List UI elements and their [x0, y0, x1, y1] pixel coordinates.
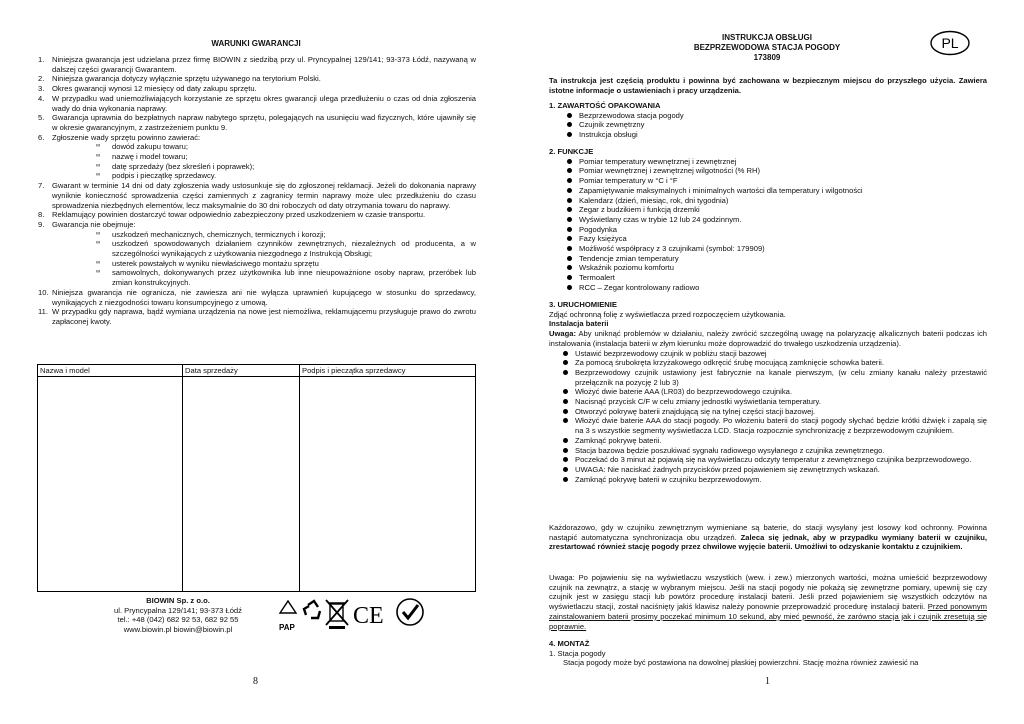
list-item: UWAGA: Nie naciskać żadnych przycisków przed pojawieniem się zewnętrznych wskazań.	[563, 465, 987, 475]
company-web: www.biowin.pl biowin@biowin.pl	[123, 625, 233, 635]
term-item: 6. Zgłoszenie wady sprzętu powinno zawierać: ∞ dowód zakupu towaru; ∞ nazwę i model towaru; ∞ datę sprzedaży (bez skreśleń i poprawek); ∞ podpis i pieczątkę sprzedawcy.	[38, 133, 476, 182]
mounting-subtitle: 1. Stacja pogody	[549, 648, 606, 658]
sub-item: ∞ podpis i pieczątkę sprzedawcy.	[96, 171, 476, 181]
ce-mark-icon: CE	[353, 603, 384, 629]
sub-item: ∞ nazwę i model towaru;	[96, 152, 476, 162]
term-item: 7. Gwarant w terminie 14 dni od daty zgłoszenia wady ustosunkuje się do zgłoszonej reklamacji. Jeżeli do dokonania naprawy wyniknie konieczność sprowadzenia części zamiennych z zagranicy termin naprawy może ulec przedłużeniu do czasu sprowadzenia niezbędnych elementów, lecz maksymalnie do 30 dni roboczych od daty otrzymania towaru do naprawy.	[38, 181, 476, 210]
term-item: 5. Gwarancja uprawnia do bezpłatnych napraw nabytego sprzętu, polegających na usunięciu wad fizycznych, które ujawniły się w okresie gwarancyjnym, z zastrzeżeniem punktu 9.	[38, 113, 476, 132]
term-item: 8. Reklamujący powinien dostarczyć towar odpowiednio zabezpieczony przed uszkodzeniem w czasie transportu.	[38, 210, 426, 220]
term-item: 4. W przypadku wad uniemożliwiających korzystanie ze sprzętu okres gwarancji ulega przedłużeniu o czas od dnia zgłoszenia wady do dnia wykonania naprawy.	[38, 93, 476, 113]
list-item: Możliwość współpracy z 3 czujnikami (symbol: 179909)	[567, 244, 987, 254]
term-item: 2. Niniejsza gwarancja dotyczy wyłącznie sprzętu używanego na terytorium Polski.	[38, 74, 321, 84]
sub-item: ∞ uszkodzeń mechanicznych, chemicznych, termicznych i korozji;	[96, 230, 476, 240]
pl-country-badge	[929, 30, 971, 56]
list-item: Pomiar wewnętrznej i zewnętrznej wilgotności (% RH)	[567, 166, 987, 176]
mounting-text: Stacja pogody może być postawiona na dowolnej płaskiej powierzchni. Stację można również zawiesić na	[563, 658, 919, 668]
section-startup	[549, 300, 987, 484]
list-item: Instrukcja obsługi	[567, 130, 987, 140]
list-item: Pomiar temperatury w °C i °F	[567, 176, 987, 186]
section-contents	[549, 101, 987, 140]
company-address: ul. Pryncypalna 129/141; 93-373 Łódź	[114, 605, 242, 615]
section-mounting	[549, 639, 987, 668]
company-name: BIOWIN Sp. z o.o.	[146, 596, 210, 605]
warranty-title: WARUNKI GWARANCJI	[211, 39, 301, 48]
list-item: Stacja bazowa będzie poszukiwać sygnału radiowego wysyłanego z czujnika zewnętrznego.	[563, 446, 987, 456]
list-item: RCC – Zegar kontrolowany radiowo	[567, 283, 987, 293]
list-item: Wyświetlany czas w trybie 12 lub 24 godzinnym.	[567, 215, 987, 225]
note-paragraph: Uwaga: Po pojawieniu się na wyświetlaczu wszystkich (wew. i zew.) mierzonych wartości, można umieścić bezprzewodowy czujnik na zewnątrz, a stację w wybranym miejscu. Jeśli na stacji pogody nie pokażą się zewnętrzne pomiary, upewnij się czy czujnik jest w zasięgu stacji lub powtórz procedurę instalacji baterii. Jeśli przed pojawieniem się wszystkich odczytów na wyświetlaczu stacji, został naciśnięty jakiś klawisz należy ponownie przeprowadzić procedurę instalacji baterii. Przed ponownym zainstalowaniem baterii prosimy poczekać minimum 10 sekund, aby mieć pewność, że zarówno stacja jak i czujnik zresetują się poprawnie.	[549, 573, 987, 631]
manual-title: INSTRUKCJA OBSŁUGI	[722, 33, 812, 42]
term-item: 11. W przypadku gdy naprawa, bądź wymiana urządzenia na nowe jest niemożliwa, reklamującemu przysługuje prawo do zwrotu zapłaconej kwoty.	[38, 307, 476, 326]
sub-item: ∞ samowolnych, dokonywanych przez użytkownika lub inne nieupoważnione osoby napraw, przeróbek lub zmian konstrukcyjnych.	[96, 268, 476, 287]
list-item: Pomiar temperatury wewnętrznej i zewnętrznej	[567, 157, 987, 167]
list-item: Ustawić bezprzewodowy czujnik w pobliżu stacji bazowej	[563, 349, 987, 359]
list-item: Wskaźnik poziomu komfortu	[567, 263, 987, 273]
contents-list	[549, 111, 987, 140]
section-title: 1. ZAWARTOŚĆ OPAKOWANIA	[549, 101, 661, 110]
product-name: BEZPRZEWODOWA STACJA POGODY	[693, 43, 841, 52]
term-item: 10. Niniejsza gwarancja nie ogranicza, nie zawiesza ani nie wyłącza uprawnień kupującego w stosunku do sprzedawcy, wynikających z niezgodności towaru konsumpcyjnego z umową.	[38, 287, 476, 307]
manual-header	[632, 33, 902, 63]
list-item: Zamknąć pokrywę baterii w czujniku bezprzewodowym.	[563, 475, 987, 485]
term-item: 3. Okres gwarancji wynosi 12 miesięcy od daty zakupu sprzętu.	[38, 84, 257, 94]
install-steps	[549, 349, 987, 485]
section-functions	[549, 147, 987, 293]
col-signature: Podpis i pieczątka sprzedawcy	[300, 365, 476, 377]
list-item: Tendencje zmian temperatury	[567, 254, 987, 264]
list-item: Zegar z budzikiem i funkcją drzemki	[567, 205, 987, 215]
sync-paragraph: Każdorazowo, gdy w czujniku zewnętrznym wymieniane są baterie, do stacji wysyłany jest losowy kod ochronny. Powinna nastąpić automatyczna synchronizacja obu urządzeń. Zaleca się jednak, aby w przypadku wymiany baterii w czujniku, zrestartować również stację pogody przez chwilowe wyjęcie baterii. Umożliwi to odzyskanie kontaktu z czujnikiem.	[549, 523, 987, 552]
list-item: Zapamiętywanie maksymalnych i minimalnych wartości dla temperatury i wilgotności	[567, 186, 987, 196]
list-item: Włożyć dwie baterie AAA (LR03) do bezprzewodowego czujnika.	[563, 387, 987, 397]
sub-item: ∞ uszkodzeń spowodowanych działaniem czynników zewnętrznych, niezależnych od producenta, a w szczególności wynikających z użytkowania niezgodnego z Instrukcją Obsługi;	[96, 239, 476, 258]
list-item: Poczekać do 3 minut aż pojawią się na wyświetlaczu odczyty temperatur z zewnętrznego czujnika bezprzewodowego.	[563, 455, 987, 465]
list-item: Za pomocą śrubokręta krzyżakowego odkręcić śrubę mocującą zamknięcie schowka baterii.	[563, 358, 987, 368]
list-item: Bezprzewodowy czujnik ustawiony jest fabrycznie na kanale pierwszym, (w celu zmiany kanału należy przestawić przełącznik na pozycję 2 lub 3)	[563, 368, 987, 387]
sub-item: ∞ usterek powstałych w wyniku niewłaściwego montażu sprzętu	[96, 259, 476, 269]
list-item: Fazy księżyca	[567, 234, 987, 244]
list-item: Kalendarz (dzień, miesiąc, rok, dni tygodnia)	[567, 196, 987, 206]
product-code: 173809	[753, 53, 781, 62]
list-item: Zamknąć pokrywę baterii.	[563, 436, 987, 446]
section-title: 2. FUNKCJE	[549, 147, 594, 156]
list-item: Termoalert	[567, 273, 987, 283]
list-item: Otworzyć pokrywę baterii znajdującą się na tylnej części stacji bazowej.	[563, 407, 987, 417]
section-title: 3. URUCHOMIENIE	[549, 300, 617, 309]
functions-list	[549, 157, 987, 293]
pap-label: PAP	[279, 623, 295, 632]
country-code: PL	[941, 35, 959, 51]
term-item: 9. Gwarancja nie obejmuje: ∞ uszkodzeń mechanicznych, chemicznych, termicznych i korozji; ∞ uszkodzeń spowodowanych działaniem czynników zewnętrznych, niezależnych od producenta, a w szczególności wynikających z użytkowania niezgodnego z Instrukcją Obsługi; ∞ usterek powstałych w wyniku niewłaściwego montażu sprzętu ∞ samowolnych, dokonywanych przez użytkownika lub inne nieupoważnione osoby napraw, przeróbek lub zmian konstrukcyjnych.	[38, 220, 476, 288]
sub-item: ∞ dowód zakupu towaru;	[96, 142, 476, 152]
section-title: 4. MONTAŻ	[549, 639, 590, 648]
col-model: Nazwa i model	[38, 365, 183, 377]
startup-intro: Zdjąć ochronną folię z wyświetlacza przed rozpoczęciem użytkowania.	[549, 309, 786, 319]
battery-subtitle: Instalacja baterii	[549, 319, 609, 329]
list-item: Czujnik zewnętrzny	[567, 120, 987, 130]
intro-text: Ta instrukcja jest częścią produktu i powinna być zachowana w bezpiecznym miejscu do przyszłego użycia. Zawiera istotne informacje o ustawieniach i pracy urządzenia.	[549, 76, 987, 95]
page-number-left: 8	[253, 676, 258, 687]
battery-warning: Uwaga: Aby uniknąć problemów w działaniu, należy zwrócić szczególną uwagę na polaryzację alkalicznych baterii podczas ich instalowania (instalacja baterii w złym kierunku może doprowadzić do trwałego uszkodzenia urządzenia).	[549, 329, 987, 348]
company-phone: tel.: +48 (042) 682 92 53, 682 92 55	[117, 615, 239, 625]
col-sale-date: Data sprzedaży	[183, 365, 300, 377]
list-item: Włożyć dwie baterie AAA do stacji pogody. Po włożeniu baterii do stacji pogody słychać będzie krótki dźwięk i zapalą się na 3 s wszystkie segmenty wyświetlacza LCD. Stacja rozpocznie synchronizację z bezprzewodowym czujnikiem.	[563, 416, 987, 435]
list-item: Nacisnąć przycisk C/F w celu zmiany jednostki wyświetlania temperatury.	[563, 397, 987, 407]
sub-item: ∞ datę sprzedaży (bez skreśleń i poprawek);	[96, 162, 476, 172]
term-item: 1. Niniejsza gwarancja jest udzielana przez firmę BIOWIN z siedzibą przy ul. Pryncypalnej 129/141; 93-373 Łódź, nazywaną w dalszej części gwarancji Gwarantem.	[38, 55, 476, 74]
list-item: Bezprzewodowa stacja pogody	[567, 111, 987, 121]
list-item: Pogodynka	[567, 225, 987, 235]
page-number-right: 1	[765, 676, 770, 687]
